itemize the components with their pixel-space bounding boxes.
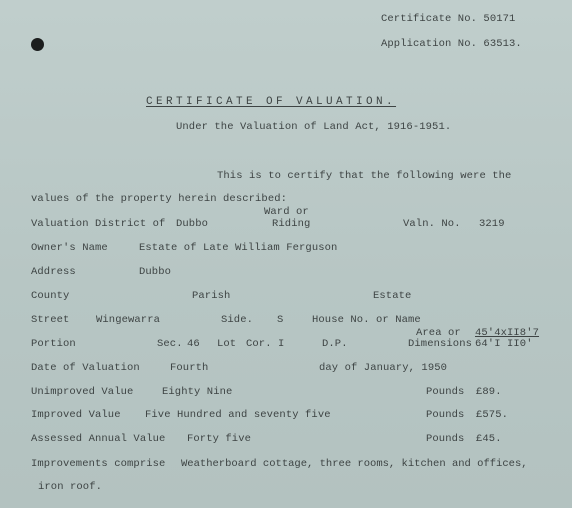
county-label: County — [31, 290, 70, 302]
improvements-line-1: Weatherboard cottage, three rooms, kitchen and offices, — [181, 458, 528, 470]
lot-value: Cor. I — [246, 338, 285, 350]
document-subtitle: Under the Valuation of Land Act, 1916-1951. — [176, 121, 452, 133]
improvements-label: Improvements comprise — [31, 458, 166, 470]
dimensions-value: 64'I II0' — [475, 338, 533, 350]
dp-label: D.P. — [322, 338, 348, 350]
document-title: CERTIFICATE OF VALUATION. — [146, 96, 397, 108]
unimproved-words: Eighty Nine — [162, 386, 233, 398]
date-day: Fourth — [170, 362, 209, 374]
owner-value: Estate of Late William Ferguson — [139, 242, 338, 254]
estate-label: Estate — [373, 290, 412, 302]
side-value: S — [277, 314, 284, 326]
parish-label: Parish — [192, 290, 231, 302]
punch-hole — [31, 38, 44, 51]
ward-label-line-1: Ward or — [264, 206, 309, 218]
area-value: 45'4xII8'7 — [475, 327, 540, 339]
assessed-label: Assessed Annual Value — [31, 433, 166, 445]
address-value: Dubbo — [139, 266, 172, 278]
address-label: Address — [31, 266, 76, 278]
valn-no-value: 3219 — [479, 218, 505, 230]
improved-words: Five Hundred and seventy five — [145, 409, 331, 421]
ward-label-line-2: Riding — [272, 218, 311, 230]
assessed-words: Forty five — [187, 433, 252, 445]
valuation-district-value: Dubbo — [176, 218, 209, 230]
valuation-district-label: Valuation District of — [31, 218, 166, 230]
unimproved-amount: £89. — [476, 386, 502, 398]
owner-label: Owner's Name — [31, 242, 108, 254]
improved-amount: £575. — [476, 409, 509, 421]
assessed-amount: £45. — [476, 433, 502, 445]
improved-label: Improved Value — [31, 409, 121, 421]
portion-label: Portion — [31, 338, 76, 350]
street-value: Wingewarra — [96, 314, 161, 326]
intro-line-1: This is to certify that the following were the — [217, 170, 512, 182]
improved-pounds-label: Pounds — [426, 409, 465, 421]
sec-value: 46 — [187, 338, 200, 350]
application-number: Application No. 63513. — [381, 38, 522, 50]
area-label: Area or — [416, 327, 461, 339]
certificate-number: Certificate No. 50171 — [381, 13, 516, 25]
house-label: House No. or Name — [312, 314, 421, 326]
date-rest: day of January, 1950 — [319, 362, 448, 374]
side-label: Side. — [221, 314, 254, 326]
unimproved-pounds-label: Pounds — [426, 386, 465, 398]
improvements-line-2: iron roof. — [38, 481, 103, 493]
valn-no-label: Valn. No. — [403, 218, 461, 230]
lot-label: Lot — [217, 338, 237, 350]
street-label: Street — [31, 314, 70, 326]
date-label: Date of Valuation — [31, 362, 140, 374]
intro-line-2: values of the property herein described: — [31, 193, 288, 205]
dimensions-label: Dimensions — [408, 338, 473, 350]
assessed-pounds-label: Pounds — [426, 433, 465, 445]
unimproved-label: Unimproved Value — [31, 386, 134, 398]
sec-label: Sec. — [157, 338, 183, 350]
